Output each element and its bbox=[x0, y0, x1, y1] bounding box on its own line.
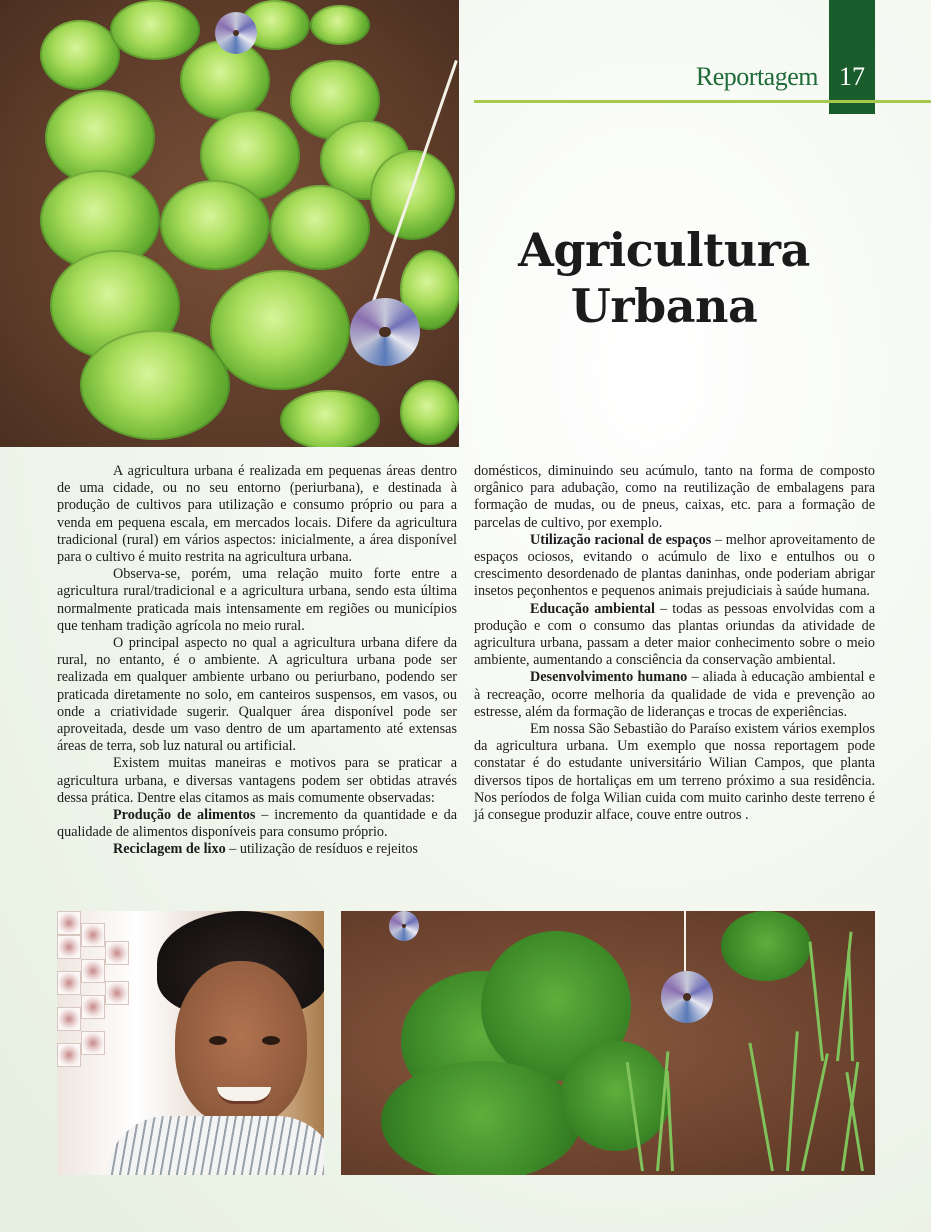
article-column-right bbox=[474, 463, 875, 824]
cd-disc-icon bbox=[215, 12, 257, 54]
paragraph bbox=[474, 532, 875, 601]
term-bold: Reciclagem de lixo bbox=[113, 841, 226, 858]
term-description: – aliada à educação ambiental e à recreação, ocorre melhoria da qualidade de vida e prevenção ao estresse, além da formação de lideranças e trocas de experiências. bbox=[474, 669, 876, 720]
header-rule bbox=[474, 100, 931, 103]
paragraph bbox=[57, 807, 457, 841]
paragraph bbox=[474, 669, 875, 721]
page-number: 17 bbox=[839, 62, 865, 91]
article-title bbox=[474, 222, 854, 334]
article-column-left bbox=[57, 463, 457, 859]
paragraph bbox=[474, 601, 875, 670]
paragraph-continuation: domésticos, diminuindo seu acúmulo, tanto na forma de composto orgânico para adubação, como na reutilização de embalagens para formação de mudas, ou de pneus, caixas, etc. para a formação de parcelas de cultivo, por exemplo. bbox=[474, 463, 875, 531]
term-description: – todas as pessoas envolvidas com a produção e com o consumo das plantas oriundas da atividade de agricultura urbana, passam a deter maior conhecimento sobre o meio ambiente, aumentando a consciência da conservação ambiental. bbox=[474, 600, 876, 669]
section-label: Reportagem bbox=[695, 62, 818, 91]
term-description: – utilização de resíduos e rejeitos bbox=[225, 841, 418, 858]
term-description: – incremento da quantidade e da qualidade de alimentos disponíveis para consumo próprio. bbox=[57, 807, 457, 841]
title-line-1: Agricultura bbox=[518, 223, 810, 277]
paragraph: Existem muitas maneiras e motivos para se praticar a agricultura urbana, e diversas vantagens podem ser obtidas através dessa prática. Dentre elas citamos as mais comumente observadas: bbox=[57, 755, 457, 806]
page-number-tab bbox=[829, 0, 875, 114]
term-description: – melhor aproveitamento de espaços ociosos, evitando o acúmulo de lixo e entulhos ou o crescimento desordenado de plantas daninhas, onde poderiam abrigar insetos peçonhentos e pequenos animais prejudiciais à saúde humana. bbox=[474, 531, 875, 600]
herb-garden-photo bbox=[341, 911, 875, 1175]
portrait-photo bbox=[57, 911, 324, 1175]
term-bold: Desenvolvimento humano bbox=[530, 669, 688, 686]
cd-disc-icon bbox=[661, 971, 713, 1023]
cd-disc-icon bbox=[389, 911, 419, 941]
paragraph bbox=[57, 841, 457, 858]
paragraph: Observa-se, porém, uma relação muito forte entre a agricultura rural/tradicional e a agricultura urbana, sendo esta última normalmente praticada mais intensamente em regiões ou municípios que tenham tradição agrícola no meio rural. bbox=[57, 566, 457, 634]
title-line-2: Urbana bbox=[570, 279, 758, 333]
paragraph: A agricultura urbana é realizada em pequenas áreas dentro de uma cidade, ou no seu entorno (periurbana), e destinada à produção de cultivos para utilização e consumo próprio ou para a venda em pequena escala, em mercados locais. Difere da agricultura tradicional (rural) em vários aspectos: inicialmente, a área disponível para o cultivo é muito restrita na agricultura urbana. bbox=[57, 463, 457, 566]
term-bold: Utilização racional de espaços bbox=[530, 531, 712, 548]
cd-disc-icon bbox=[350, 298, 420, 366]
lettuce-garden-photo bbox=[0, 0, 459, 447]
paragraph: O principal aspecto no qual a agricultura urbana difere da rural, no entanto, é o ambiente. A agricultura urbana pode ser realizada em qualquer ambiente urbano ou periurbano, podendo ser praticada diretamente no solo, em canteiros suspensos, em vasos, ou onde a criatividade sugerir. Qualquer área disponível pode ser aproveitada, desde um vaso dentro de um apartamento até extensas áreas de terra, sob luz natural ou artificial. bbox=[57, 635, 457, 755]
paragraph: Em nossa São Sebastião do Paraíso existem vários exemplos da agricultura urbana. Um exemplo que nossa reportagem pode constatar é do estudante universitário Wilian Campos, que planta diversos tipos de hortaliças em um terreno próximo a sua residência. Nos períodos de folga Wilian cuida com muito carinho deste terreno é já consegue produzir alface, couve entre outros . bbox=[474, 721, 875, 824]
term-bold: Produção de alimentos bbox=[113, 807, 256, 824]
term-bold: Educação ambiental bbox=[530, 600, 655, 617]
